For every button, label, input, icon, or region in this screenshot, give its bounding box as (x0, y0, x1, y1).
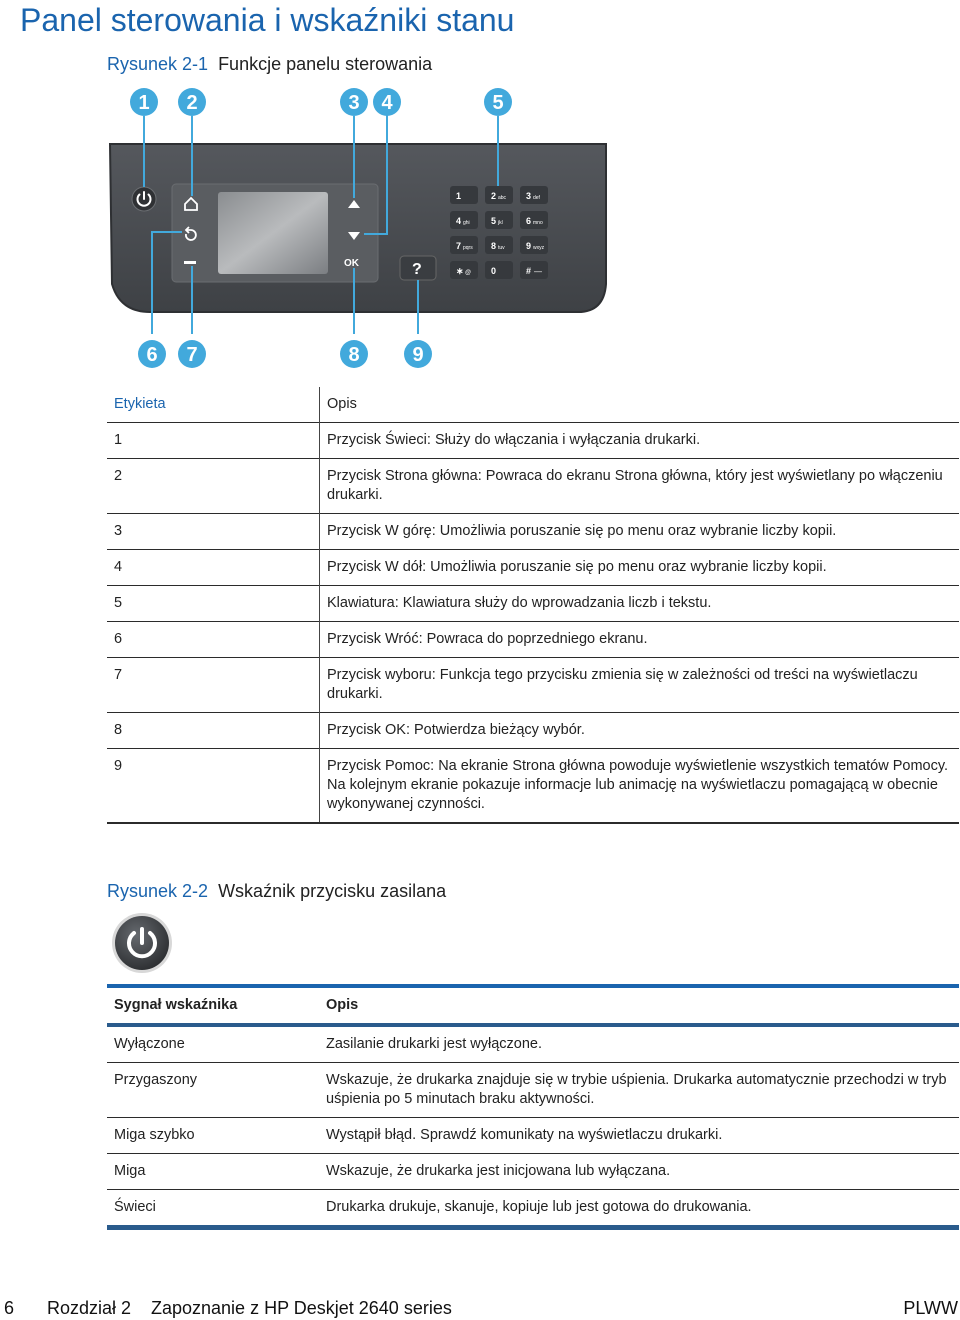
key-2: 2 (491, 191, 497, 201)
callout-8 (340, 340, 368, 368)
term: OK (385, 722, 406, 738)
table-row (107, 423, 959, 459)
display-screen (218, 192, 328, 274)
table-row (107, 622, 959, 658)
table-row (107, 1063, 959, 1118)
key-3: 3 (526, 191, 532, 201)
figure-1-title: Funkcje panelu sterowania (218, 54, 433, 74)
callout-5 (484, 88, 512, 116)
key-2-letters: abc (498, 195, 507, 201)
row-desc: Przycisk OK: Potwierdza bieżący wybór. (320, 713, 960, 749)
callout-9 (404, 340, 432, 368)
row-label: 6 (107, 622, 320, 658)
figure-2-number: Rysunek 2-2 (107, 881, 209, 901)
key-7: 7 (456, 241, 462, 251)
svg-text:4: 4 (381, 92, 393, 114)
row-signal: Miga szybko (107, 1118, 319, 1154)
header-signal: Sygnał wskaźnika (114, 997, 238, 1013)
header-desc: Opis (320, 387, 960, 423)
figure-1-caption (107, 54, 432, 75)
row-label: 9 (107, 749, 320, 824)
table-row (107, 749, 959, 824)
table-row (107, 1118, 959, 1154)
selection-button-dash (184, 261, 196, 264)
figure-2-caption (107, 881, 446, 902)
footer-code: PLWW (903, 1298, 958, 1318)
key-hash: # (526, 266, 532, 276)
row-desc: Przycisk Wróć: Powraca do poprzedniego ekranu. (320, 622, 960, 658)
callout-7 (178, 340, 206, 368)
key-5: 5 (491, 216, 497, 226)
row-desc: Wystąpił błąd. Sprawdź komunikaty na wyświetlaczu drukarki. (319, 1118, 959, 1154)
term: Przycisk wyboru (327, 667, 432, 683)
row-desc: Klawiatura: Klawiatura służy do wprowadzania liczb i tekstu. (320, 586, 960, 622)
row-desc: Przycisk Świeci: Służy do włączania i wyłączania drukarki. (320, 423, 960, 459)
key-8: 8 (491, 241, 497, 251)
table-row (107, 658, 959, 713)
callout-1 (130, 88, 158, 116)
row-signal: Wyłączone (107, 1025, 319, 1063)
row-desc: Przycisk W górę: Umożliwia poruszanie się po menu oraz wybranie liczby kopii. (320, 514, 960, 550)
row-desc: Wskazuje, że drukarka znajduje się w trybie uśpienia. Drukarka automatycznie przechodzi w tryb uśpienia po 5 minutach braku aktywności. (319, 1063, 959, 1118)
row-label: 4 (107, 550, 320, 586)
key-8-letters: tuv (498, 245, 505, 251)
row-label: 1 (107, 423, 320, 459)
row-desc: Zasilanie drukarki jest wyłączone. (319, 1025, 959, 1063)
svg-text:8: 8 (348, 344, 360, 366)
table-header (107, 986, 959, 1025)
key-0: 0 (491, 266, 497, 276)
table-row (107, 1154, 959, 1190)
callout-3 (340, 88, 368, 116)
row-signal: Miga (107, 1154, 319, 1190)
svg-text:7: 7 (186, 344, 198, 366)
row-desc: Przycisk Pomoc: Na ekranie Strona główna powoduje wyświetlenie wszystkich tematów Pomocy. Na kolejnym ekranie pokazuje informacje lub animację na wyświetlaczu pomagającą w obecnie wykonywanej czynności. (320, 749, 960, 824)
footer-page-number: 6 (4, 1298, 15, 1318)
row-desc: Przycisk Strona główna: Powraca do ekranu Strona główna, który jest wyświetlany po włączeniu drukarki. (320, 459, 960, 514)
row-desc: Drukarka drukuje, skanuje, kopiuje lub jest gotowa do drukowania. (319, 1190, 959, 1228)
power-button-graphic (132, 187, 156, 211)
row-label: 3 (107, 514, 320, 550)
key-9: 9 (526, 241, 532, 251)
row-label: 7 (107, 658, 320, 713)
svg-text:2: 2 (186, 92, 198, 114)
row-signal: Przygaszony (107, 1063, 319, 1118)
callout-6 (138, 340, 166, 368)
table-row (107, 1190, 959, 1228)
svg-text:9: 9 (412, 344, 424, 366)
term: Świeci (385, 432, 427, 448)
control-panel-table (107, 387, 959, 824)
page-title: Panel sterowania i wskaźniki stanu (20, 2, 515, 38)
key-1: 1 (456, 191, 462, 201)
key-star: ∗ (456, 266, 464, 276)
figure-1-number: Rysunek 2-1 (107, 54, 209, 74)
key-at: @ (465, 270, 472, 276)
power-icon (110, 911, 174, 975)
key-9-letters: wxyz (533, 245, 545, 251)
key-7-letters: pqrs (463, 245, 473, 251)
svg-text:5: 5 (492, 92, 504, 114)
key-4-letters: ghi (463, 220, 470, 226)
key-6-letters: mno (533, 220, 543, 226)
term: Strona główna (385, 468, 478, 484)
table-row (107, 586, 959, 622)
help-button-label: ? (412, 261, 422, 278)
table-row (107, 514, 959, 550)
figure-2-title: Wskaźnik przycisku zasilana (218, 881, 447, 901)
table-row (107, 459, 959, 514)
key-6: 6 (526, 216, 532, 226)
key-dash: — (534, 267, 542, 276)
row-desc: Przycisk wyboru: Funkcja tego przycisku zmienia się w zależności od treści na wyświetlaczu drukarki. (320, 658, 960, 713)
power-indicator-table (107, 984, 959, 1230)
term: W dół (385, 559, 423, 575)
term: Wróć (385, 631, 419, 647)
term: W górę (385, 523, 432, 539)
header-label: Etykieta (114, 396, 166, 412)
row-desc: Wskazuje, że drukarka jest inicjowana lub wyłączana. (319, 1154, 959, 1190)
svg-text:6: 6 (146, 344, 158, 366)
row-desc: Przycisk W dół: Umożliwia poruszanie się po menu oraz wybranie liczby kopii. (320, 550, 960, 586)
footer-chapter: Rozdział 2 (47, 1298, 132, 1318)
key-5-letters: jkl (498, 220, 503, 226)
control-panel-illustration (100, 84, 620, 384)
row-signal: Świeci (107, 1190, 319, 1228)
table-row (107, 550, 959, 586)
svg-text:1: 1 (138, 92, 150, 114)
table-row (107, 713, 959, 749)
table-header (107, 387, 959, 423)
row-label: 5 (107, 586, 320, 622)
row-label: 8 (107, 713, 320, 749)
row-label: 2 (107, 459, 320, 514)
footer-title: Zapoznanie z HP Deskjet 2640 series (151, 1298, 452, 1318)
table-row (107, 1025, 959, 1063)
ok-button-label: OK (344, 258, 359, 269)
svg-text:3: 3 (348, 92, 360, 114)
callout-4 (373, 88, 401, 116)
header-desc: Opis (326, 997, 359, 1013)
key-4: 4 (456, 216, 462, 226)
callout-2 (178, 88, 206, 116)
term: Klawiatura (327, 595, 395, 611)
term: Pomoc (385, 758, 431, 774)
key-3-letters: def (533, 195, 540, 201)
